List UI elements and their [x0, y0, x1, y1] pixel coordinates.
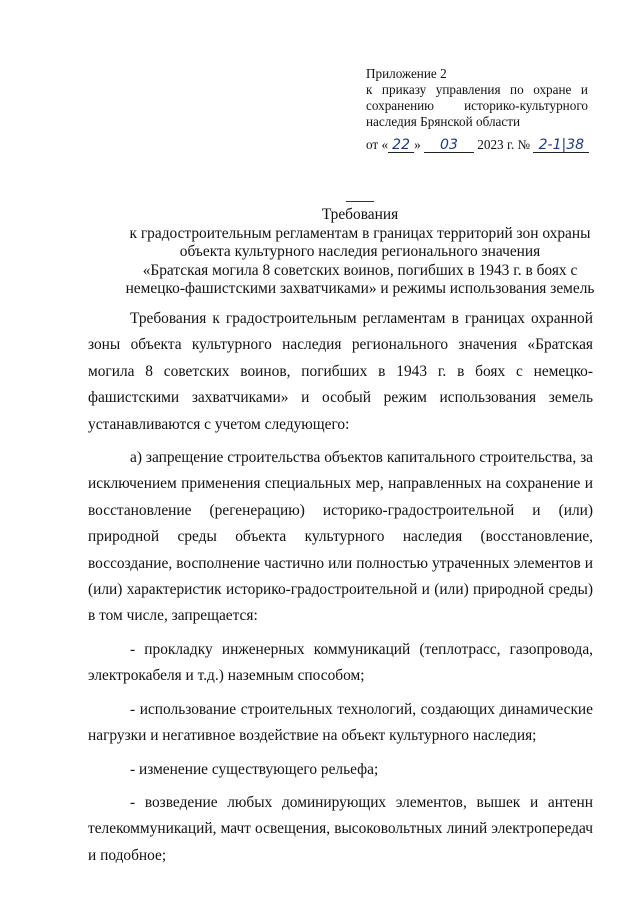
order-number: 2-1|38: [533, 138, 589, 153]
paragraph-item-a: а) запрещение строительства объектов капитального строительства, за исключением применения специальных мер, направленных на сохранение и восстановление (регенерацию) историко-градостроительной и (или) природной среды объекта культурного наследия (восстановление, воссоздание, восполнение частично или полностью утраченных элементов и (или) характеристик историко-градостроительной и (или) природной среды) в том числе, запрещается:: [88, 449, 593, 625]
order-date-line: [366, 136, 606, 154]
separator-line: [346, 201, 374, 202]
title-heading: Требования: [321, 206, 399, 223]
order-day: 22: [388, 138, 414, 153]
document-body: [88, 306, 593, 876]
appendix-line: сохранению историко-культурного: [366, 98, 588, 113]
paragraph-bullet: - изменение существующего рельефа;: [130, 760, 379, 778]
appendix-number: Приложение 2: [366, 66, 447, 81]
order-year: 2023 г. №: [477, 137, 531, 152]
order-prefix: от «: [366, 137, 389, 152]
paragraph-bullet: - использование строительных технологий, создающих динамические нагрузки и негативное воздействие на объект культурного наследия;: [88, 700, 593, 745]
appendix-header: [366, 66, 588, 130]
title-line: немецко-фашистскими захватчиками» и режимы использования земель: [125, 280, 595, 297]
order-mid: »: [414, 137, 421, 152]
order-month: 03: [424, 138, 474, 153]
title-line: объекта культурного наследия регионального значения: [179, 243, 541, 260]
title-line: к градостроительным регламентам в границах территорий зон охраны: [129, 224, 591, 242]
document-title: [110, 206, 610, 299]
paragraph-bullet: - возведение любых доминирующих элементов, вышек и антенн телекоммуникаций, мачт освещения, высоковольтных линий электропередач и подобное;: [88, 793, 593, 864]
paragraph-intro: Требования к градостроительным регламентам в границах охранной зоны объекта культурного наследия регионального значения «Братская могила 8 советских воинов, погибших в 1943 г. в боях с немецко-фашистскими захватчиками» и особый режим использования земель устанавливаются с учетом следующего:: [88, 310, 593, 433]
title-line: «Братская могила 8 советских воинов, погибших в 1943 г. в боях с: [142, 261, 578, 279]
appendix-line: к приказу управления по охране и: [366, 82, 588, 97]
paragraph-bullet: - прокладку инженерных коммуникаций (теплотрасс, газопровода, электрокабеля и т.д.) наземным способом;: [88, 640, 593, 685]
appendix-line: наследия Брянской области: [366, 114, 521, 129]
